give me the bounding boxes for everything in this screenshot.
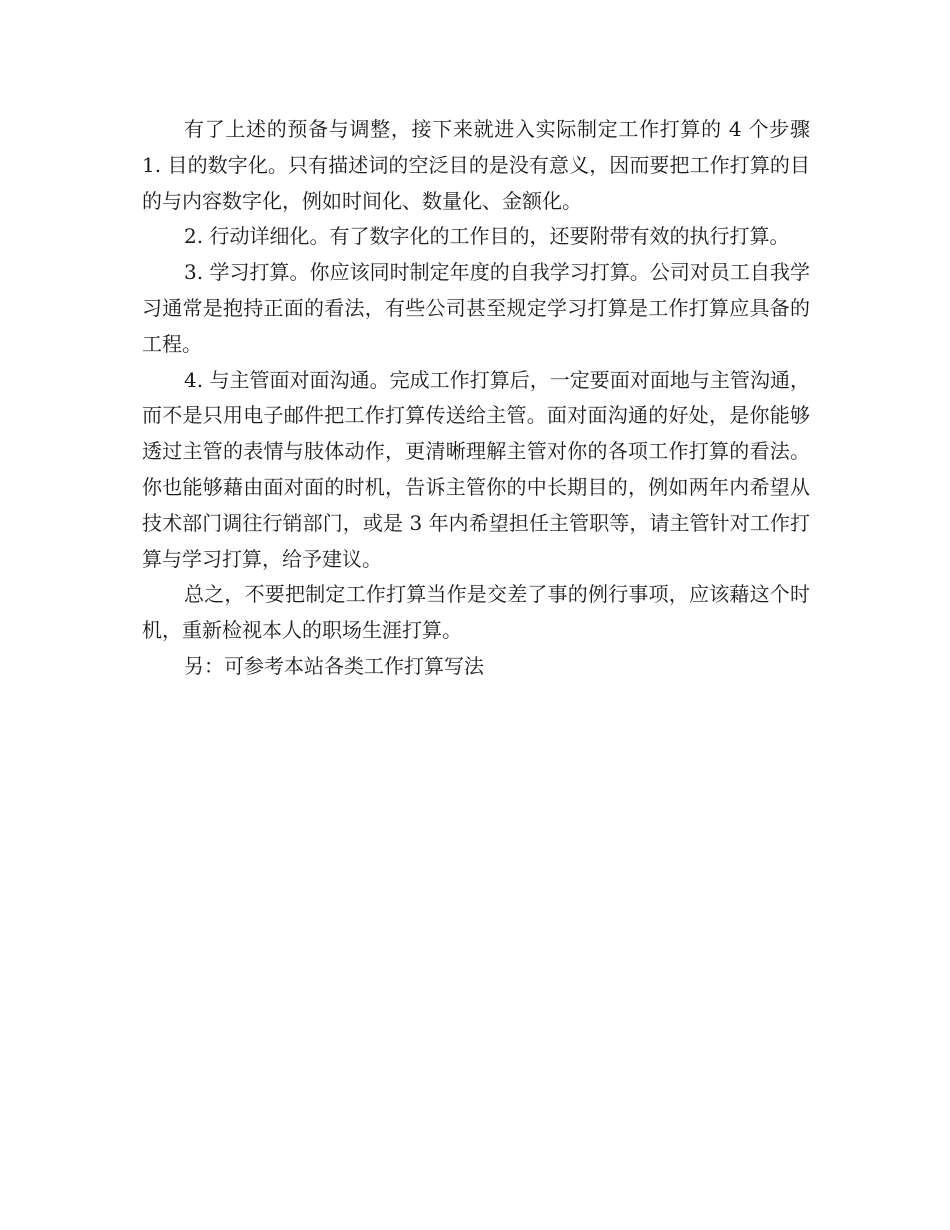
paragraph-intro-steps: 有了上述的预备与调整，接下来就进入实际制定工作打算的 4 个步骤 1. 目的数字化。只有描述词的空泛目的是没有意义，因而要把工作打算的目的与内容数字化，例如时间化、数量化、金额化。 — [142, 117, 850, 213]
paragraph-step-3: 3. 学习打算。你应该同时制定年度的自我学习打算。公司对员工自我学习通常是抱持正面的看法，有些公司甚至规定学习打算是工作打算应具备的工程。 — [142, 260, 810, 356]
paragraph-step-4: 4. 与主管面对面沟通。完成工作打算后，一定要面对面地与主管沟通，而不是只用电子邮件把工作打算传送给主管。面对面沟通的好处，是你能够透过主管的表情与肢体动作，更清晰理解主管对你的各项工作打算的看法。你也能够藉由面对面的时机，告诉主管你的中长期目的，例如两年内希望从技术部门调往行销部门，或是 3 年内希望担任主管职等，请主管针对工作打算与学习打算，给予建议。 — [142, 367, 810, 571]
paragraph-step-2: 2. 行动详细化。有了数字化的工作目的，还要附带有效的执行打算。 — [184, 224, 790, 249]
paragraph-note: 另：可参考本站各类工作打算写法 — [184, 653, 484, 678]
document-body — [142, 112, 850, 685]
paragraph-conclusion: 总之，不要把制定工作打算当作是交差了事的例行事项，应该藉这个时机，重新检视本人的职场生涯打算。 — [142, 582, 810, 643]
